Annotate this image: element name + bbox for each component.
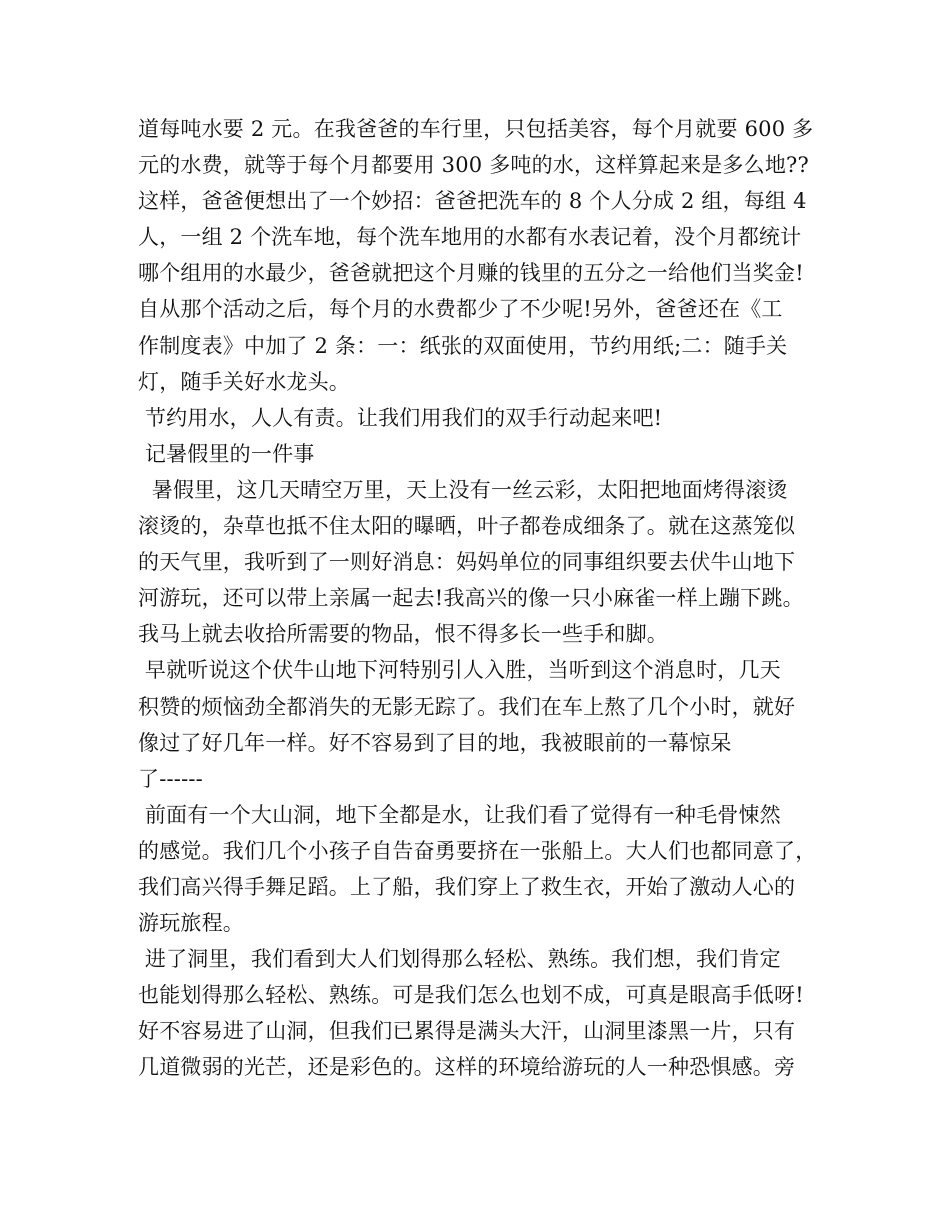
text-line: 暑假里，这几天晴空万里，天上没有一丝云彩，太阳把地面烤得滚烫 [138,477,788,502]
text-line: 早就听说这个伏牛山地下河特别引人入胜，当听到这个消息时，几天 [138,658,781,683]
text-line: 这样，爸爸便想出了一个妙招：爸爸把洗车的 8 个人分成 2 组，每组 4 [138,189,807,214]
text-line: 像过了好几年一样。好不容易到了目的地，我被眼前的一幕惊呆 [138,730,732,755]
text-line: 的天气里，我听到了一则好消息：妈妈单位的同事组织要去伏牛山地下 [138,550,796,575]
text-line: 人，一组 2 个洗车地，每个洗车地用的水都有水表记着，没个月都统计 [138,225,802,250]
text-line: 滚烫的，杂草也抵不住太阳的曝晒，叶子都卷成细条了。就在这蒸笼似 [138,514,796,539]
text-line: 我马上就去收拾所需要的物品，恨不得多长一些手和脚。 [138,622,668,647]
text-line: 灯，随手关好水龙头。 [138,369,350,394]
text-line: 我们高兴得手舞足蹈。上了船，我们穿上了救生衣，开始了激动人心的 [138,874,796,899]
text-line: 前面有一个大山洞，地下全都是水，让我们看了觉得有一种毛骨悚然 [138,802,781,827]
text-line: 哪个组用的水最少，爸爸就把这个月赚的钱里的五分之一给他们当奖金! [138,261,804,286]
text-line: 自从那个活动之后，每个月的水费都少了不少呢!另外，爸爸还在《工 [138,297,783,322]
text-line: 几道微弱的光芒，还是彩色的。这样的环境给游玩的人一种恐惧感。旁 [138,1055,796,1080]
text-line: 游玩旅程。 [138,911,244,936]
document-body [138,111,818,1086]
text-line: 节约用水，人人有责。让我们用我们的双手行动起来吧! [138,405,663,430]
text-line: 作制度表》中加了 2 条：一：纸张的双面使用，节约用纸;二：随手关 [138,333,788,358]
text-line: 进了洞里，我们看到大人们划得那么轻松、熟练。我们想，我们肯定 [138,947,781,972]
text-line: 了------ [138,766,203,791]
text-line: 河游玩，还可以带上亲属一起去!我高兴的像一只小麻雀一样上蹦下跳。 [138,586,804,611]
section-heading: 记暑假里的一件事 [138,441,315,466]
text-line: 积赞的烦恼劲全都消失的无影无踪了。我们在车上熬了几个小时，就好 [138,694,796,719]
text-line: 道每吨水要 2 元。在我爸爸的车行里，只包括美容，每个月就要 600 多 [138,117,814,141]
text-line: 的感觉。我们几个小孩子自告奋勇要挤在一张船上。大人们也都同意了， [138,838,817,863]
text-line: 元的水费，就等于每个月都要用 300 多吨的水，这样算起来是多么地?? [138,153,809,178]
text-line: 好不容易进了山洞，但我们已累得是满头大汗，山洞里漆黑一片，只有 [138,1019,796,1044]
text-line: 也能划得那么轻松、熟练。可是我们怎么也划不成，可真是眼高手低呀! [138,983,804,1008]
